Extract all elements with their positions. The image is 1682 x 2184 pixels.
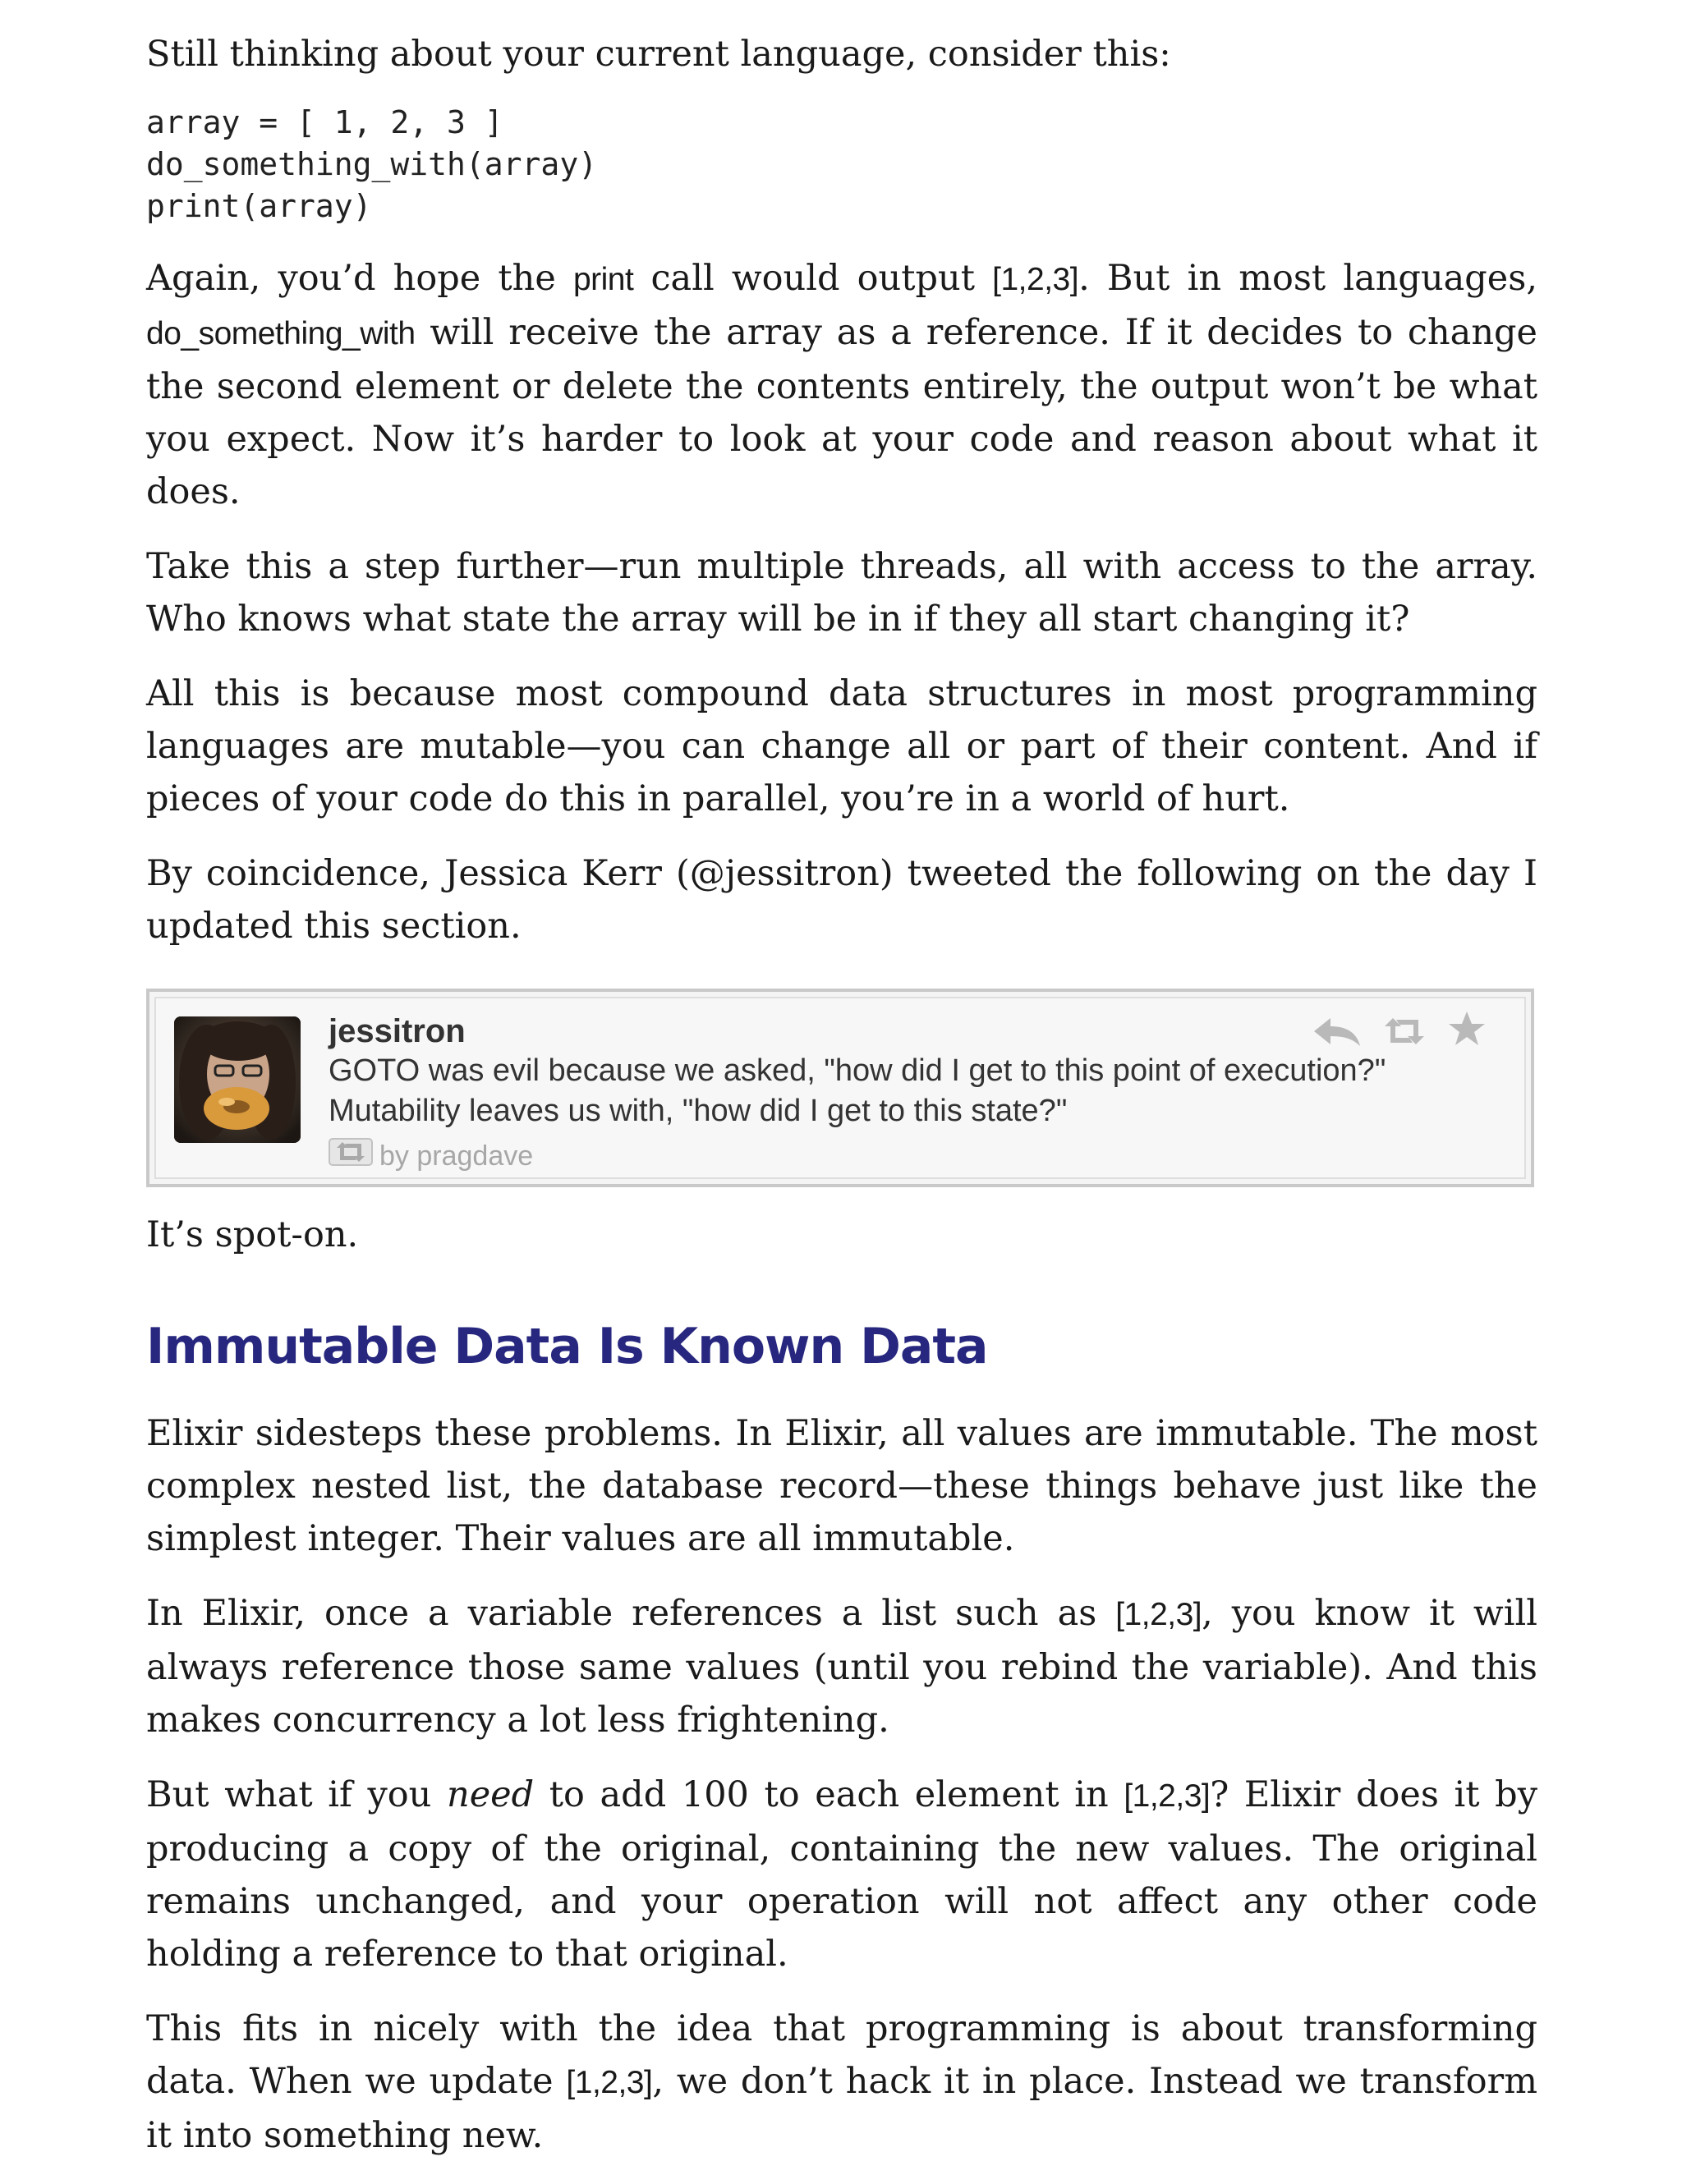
text-run: ? Elixir does it by producing a copy of the original, containing the new values. The original remains unchanged, and your operation will not affect any other code holding a reference to that original. bbox=[146, 1774, 1537, 1975]
inline-code: do_something_with bbox=[146, 316, 416, 351]
code-block bbox=[146, 102, 1537, 227]
text-run: This fits in nicely with the idea that programming is about transforming data. When we update bbox=[146, 2008, 1537, 2102]
paragraph-elixir-2 bbox=[146, 1587, 1537, 1746]
inline-code: print bbox=[572, 262, 634, 297]
tweet-line: Mutability leaves us with, "how did I get to this state?" bbox=[329, 1094, 1068, 1128]
text-run: will receive the array as a reference. If it decides to change the second element or delete the contents entirely, the output won’t be what you expect. Now it’s harder to look at your code and reason about what it does. bbox=[146, 312, 1537, 512]
paragraph-elixir-1: Elixir sidesteps these problems. In Elixir, all values are immutable. The most complex nested list, the database record—these things behave just like the simplest integer. Their values are all immutable. bbox=[146, 1413, 1537, 1559]
tweet-via-text[interactable]: by pragdave bbox=[379, 1140, 534, 1172]
text-run: to add 100 to each element in bbox=[534, 1774, 1124, 1815]
tweet-username[interactable]: jessitron bbox=[329, 1013, 466, 1049]
retweet-badge-icon bbox=[329, 1138, 373, 1174]
paragraph-mutable: All this is because most compound data structures in most programming languages are mutable—you can change all or part of their content. And if pieces of your code do this in parallel, you’re in a world of hurt. bbox=[146, 673, 1537, 819]
paragraph-elixir-4 bbox=[146, 2003, 1537, 2162]
paragraph-threads: Take this a step further—run multiple threads, all with access to the array. Who knows what state the array will be in if they all start changing it? bbox=[146, 546, 1537, 640]
emphasis: need bbox=[447, 1774, 535, 1815]
paragraph-again bbox=[146, 252, 1537, 518]
inline-code: [1,2,3] bbox=[1115, 1597, 1202, 1632]
intro-paragraph: Still thinking about your current language, consider this: bbox=[146, 34, 1171, 75]
text-run: But what if you bbox=[146, 1774, 447, 1815]
tweet-embed bbox=[146, 989, 1534, 1187]
tweet-card bbox=[154, 997, 1526, 1179]
section-heading: Immutable Data Is Known Data bbox=[146, 1318, 988, 1375]
tweet-line: GOTO was evil because we asked, "how did I get to this point of execution?" bbox=[329, 1053, 1386, 1088]
text-run: In Elixir, once a variable references a list such as bbox=[146, 1593, 1116, 1634]
tweet-via bbox=[329, 1138, 533, 1174]
tweet-text bbox=[329, 1051, 1528, 1131]
book-page bbox=[146, 28, 1537, 2184]
inline-code: [1,2,3] bbox=[566, 2065, 653, 2100]
code-line: array = [ 1, 2, 3 ] bbox=[146, 104, 503, 140]
inline-code: [1,2,3] bbox=[1124, 1778, 1211, 1814]
code-line: print(array) bbox=[146, 188, 372, 224]
text-run: . But in most languages, bbox=[1078, 258, 1537, 299]
text-run: , you know it will always reference those same values (until you rebind the variable). And this makes concurrency a lot less frightening. bbox=[146, 1593, 1537, 1741]
text-run: , we don’t hack it in place. Instead we transform it into something new. bbox=[146, 2061, 1537, 2156]
code-line: do_something_with(array) bbox=[146, 146, 598, 182]
paragraph-spot-on: It’s spot-on. bbox=[146, 1214, 359, 1255]
paragraph-coincidence: By coincidence, Jessica Kerr (@jessitron) tweeted the following on the day I updated this section. bbox=[146, 853, 1537, 947]
text-run: Again, you’d hope the bbox=[146, 258, 573, 299]
avatar bbox=[174, 1016, 301, 1143]
paragraph-elixir-3 bbox=[146, 1769, 1537, 1980]
text-run: call would output bbox=[633, 258, 993, 299]
inline-code: [1,2,3] bbox=[992, 262, 1079, 297]
